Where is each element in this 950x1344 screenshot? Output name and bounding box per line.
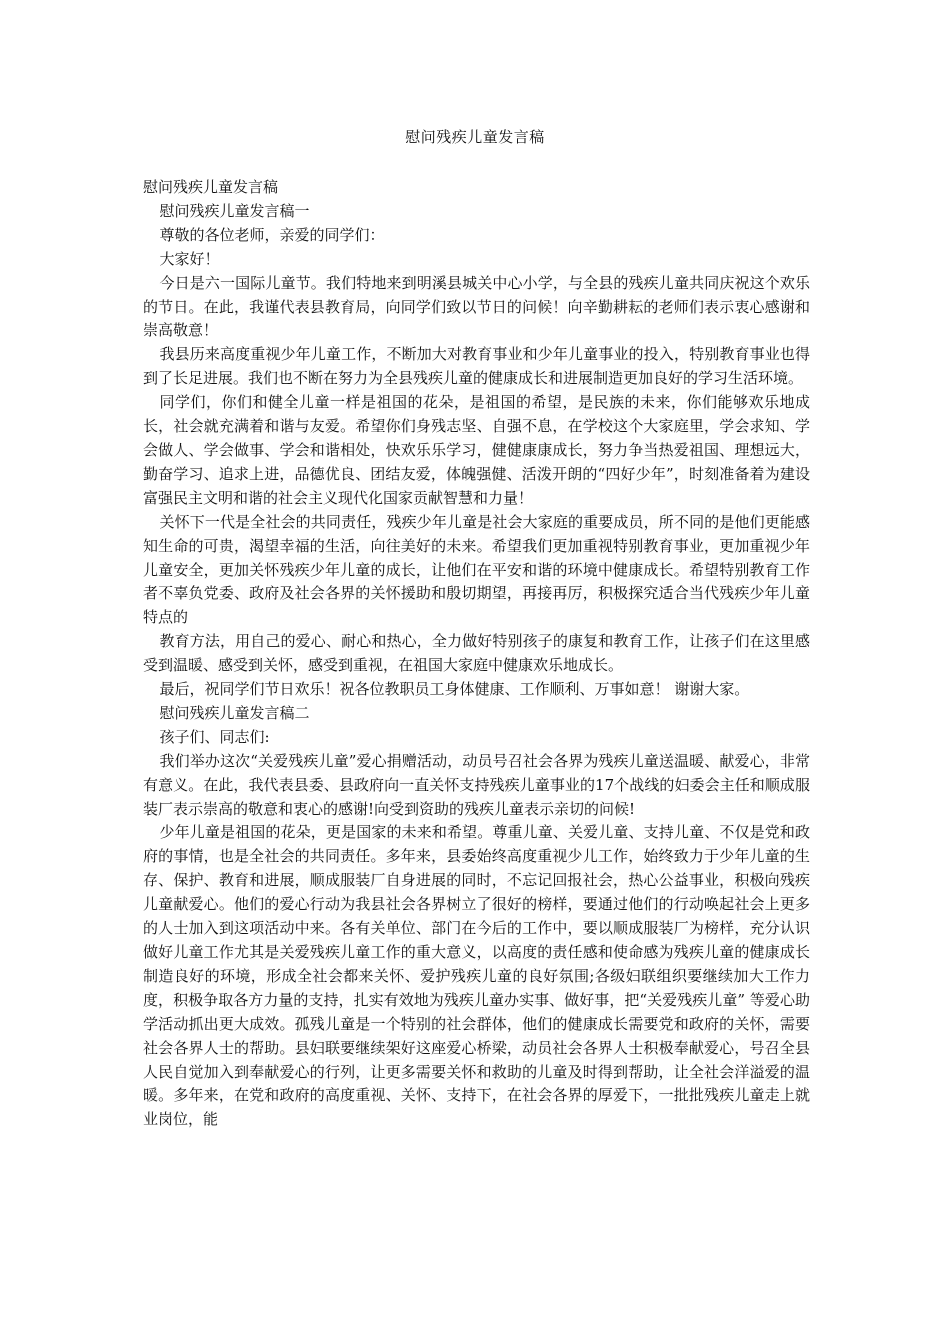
section-heading-2: 慰问残疾儿童发言稿二 — [159, 703, 310, 722]
salutation: 孩子们、同志们: — [159, 727, 270, 746]
paragraph: 关怀下一代是全社会的共同责任，残疾少年儿童是社会大家庭的重要成员，所不同的是他们更能感知生命的可贵，渴望幸福的生活，向往美好的未来。希望我们更加重视特别教育事业，更加重视少年儿童安全，更加关怀残疾少年儿童的成长，让他们在平安和谐的环境中健康成长。希望特别教育工作者不辜负党委、政府及社会各界的关怀援助和殷切期望，再接再厉，积极探究适合当代残疾少年儿童特点的 — [143, 512, 810, 627]
paragraph: 教育方法，用自己的爱心、耐心和热心，全力做好特别孩子的康复和教育工作，让孩子们在这里感受到温暖、感受到关怀，感受到重视，在祖国大家庭中健康欢乐地成长。 — [143, 632, 810, 675]
paragraph: 今日是六一国际儿童节。我们特地来到明溪县城关中心小学，与全县的残疾儿童共同庆祝这个欢乐的节日。在此，我谨代表县教育局，向同学们致以节日的问候！向辛勤耕耘的老师们表示衷心感谢和崇高敬意！ — [143, 273, 810, 340]
paragraph: 我们举办这次“关爱残疾儿童”爱心捐赠活动，动员号召社会各界为残疾儿童送温暖、献爱心，非常有意义。在此，我代表县委、县政府向一直关怀支持残疾儿童事业的17个战线的妇委会主任和顺成服装厂表示崇高的敬意和衷心的感谢!向受到资助的残疾儿童表示亲切的问候! — [143, 751, 810, 818]
greeting: 大家好！ — [159, 249, 220, 268]
document-title: 慰问残疾儿童发言稿 — [405, 128, 545, 146]
paragraph: 同学们，你们和健全儿童一样是祖国的花朵，是祖国的希望，是民族的未来，你们能够欢乐地成长，社会就充满着和谐与友爱。希望你们身残志坚、自强不息，在学校这个大家庭里，学会求知、学会做人、学会做事、学会和谐相处，快欢乐乐学习，健健康康成长，努力争当热爱祖国、理想远大，勤奋学习、追求上进，品德优良、团结友爱，体魄强健、活泼开朗的“四好少年”，时刻准备着为建设富强民主文明和谐的社会主义现代化国家贡献智慧和力量！ — [143, 393, 810, 507]
section-heading-1: 慰问残疾儿童发言稿一 — [159, 201, 310, 220]
paragraph: 我县历来高度重视少年儿童工作，不断加大对教育事业和少年儿童事业的投入，特别教育事业也得到了长足进展。我们也不断在努力为全县残疾儿童的健康成长和进展制造更加良好的学习生活环境。 — [143, 345, 810, 388]
salutation: 尊敬的各位老师，亲爱的同学们： — [159, 225, 385, 244]
paragraph: 少年儿童是祖国的花朵，更是国家的未来和希望。尊重儿童、关爱儿童、支持儿童、不仅是党和政府的事情，也是全社会的共同责任。多年来，县委始终高度重视少儿工作，始终致力于少年儿童的生存、保护、教育和进展，顺成服装厂自身进展的同时，不忘记回报社会，热心公益事业，积极向残疾儿童献爱心。他们的爱心行动为我县社会各界树立了很好的榜样，要通过他们的行动唤起社会上更多的人士加入到这项活动中来。各有关单位、部门在今后的工作中，要以顺成服装厂为榜样，充分认识做好儿童工作尤其是关爱残疾儿童工作的重大意义，以高度的责任感和使命感为残疾儿童的健康成长制造良好的环境，形成全社会都来关怀、爱护残疾儿童的良好氛围;各级妇联组织要继续加大工作力度，积极争取各方力量的支持，扎实有效地为残疾儿童办实事、做好事，把“关爱残疾儿童” 等爱心助学活动抓出更大成效。孤残儿童是一个特别的社会群体，他们的健康成长需要党和政府的关怀，需要社会各界人士的帮助。县妇联要继续架好这座爱心桥梁，动员社会各界人士积极奉献爱心，号召全县人民自觉加入到奉献爱心的行列，让更多需要关怀和救助的儿童及时得到帮助，让全社会洋溢爱的温暖。多年来，在党和政府的高度重视、关怀、支持下，在社会各界的厚爱下，一批批残疾儿童走上就业岗位，能 — [143, 823, 810, 1129]
closing-paragraph: 最后，祝同学们节日欢乐！祝各位教职员工身体健康、工作顺利、万事如意！ 谢谢大家。 — [159, 680, 750, 699]
document-body — [143, 176, 810, 1132]
body-heading: 慰问残疾儿童发言稿 — [143, 178, 279, 196]
